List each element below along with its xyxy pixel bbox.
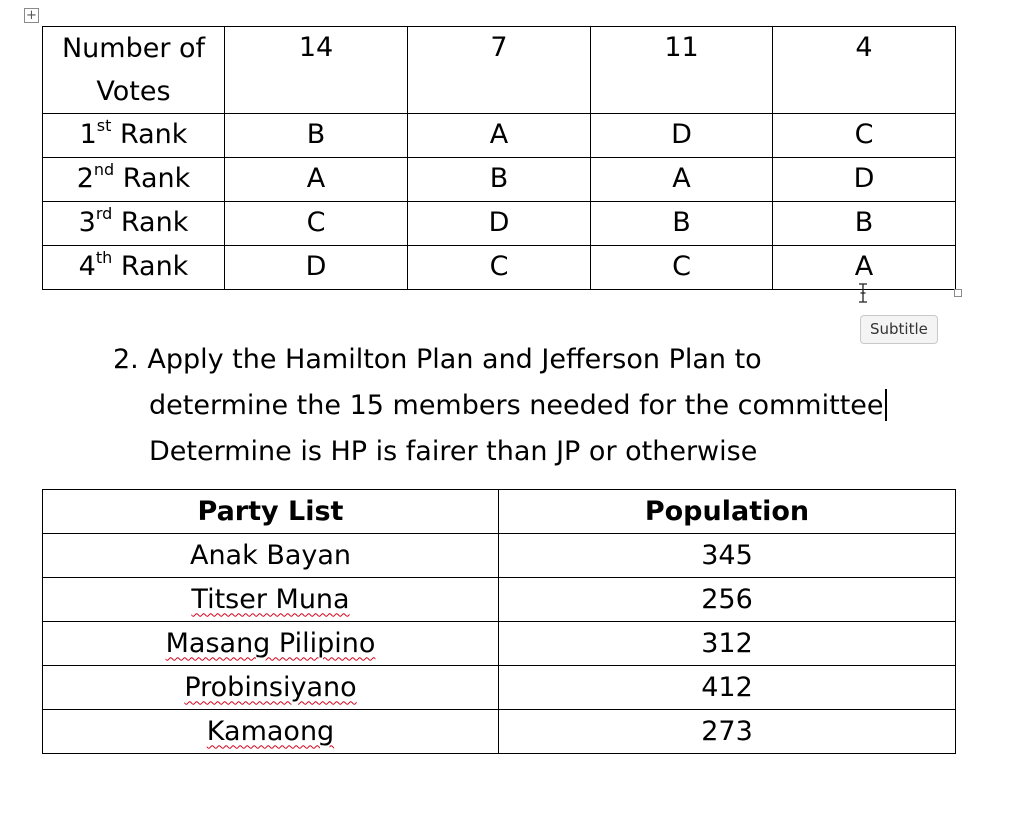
population-cell[interactable]: 312	[499, 622, 956, 666]
rank-cell[interactable]	[408, 158, 591, 202]
party-name: Kamaong	[206, 715, 335, 747]
table-resize-handle[interactable]	[954, 289, 962, 297]
rank-value: B	[854, 207, 874, 238]
rank-value: B	[306, 119, 326, 150]
question-line-2: determine the 15 members needed for the committee	[149, 390, 884, 421]
rank-cell[interactable]	[591, 114, 773, 158]
table-row	[43, 27, 956, 114]
question-line-3: Determine is HP is fairer than JP or otherwise	[149, 436, 758, 467]
rank-suffix: nd	[93, 160, 115, 179]
rank-cell[interactable]	[773, 158, 956, 202]
rank-value: C	[306, 207, 326, 238]
rank-cell[interactable]	[591, 246, 773, 290]
table-header-row	[43, 490, 956, 534]
rank-value: C	[672, 251, 691, 282]
rank-suffix: st	[96, 116, 112, 135]
rank-value: A	[306, 163, 326, 194]
rank-cell[interactable]	[773, 114, 956, 158]
rank-value: B	[672, 207, 691, 238]
table-row	[43, 114, 956, 158]
question-paragraph[interactable]	[113, 337, 887, 475]
rank-suffix: th	[95, 248, 113, 267]
votes-cell[interactable]	[591, 27, 773, 114]
text-cursor-icon	[857, 283, 869, 303]
table-row	[43, 246, 956, 290]
votes-value: 14	[298, 32, 334, 63]
rank-cell[interactable]	[408, 114, 591, 158]
ranking-table	[42, 26, 956, 290]
question-line-1: 2. Apply the Hamilton Plan and Jefferson Plan to	[113, 344, 762, 375]
party-name: Probinsiyano	[184, 671, 357, 703]
table-row	[43, 666, 956, 710]
rank-value: A	[489, 119, 509, 150]
table-row	[43, 622, 956, 666]
party-cell[interactable]	[43, 622, 499, 666]
question-line-2-wrap	[113, 383, 887, 429]
votes-cell[interactable]	[773, 27, 956, 114]
rank-label-cell[interactable]	[43, 114, 225, 158]
rank-cell[interactable]	[225, 246, 408, 290]
rank-cell[interactable]	[591, 202, 773, 246]
rank-value: C	[854, 119, 874, 150]
table-row	[43, 158, 956, 202]
party-cell[interactable]	[43, 578, 499, 622]
table-row	[43, 710, 956, 754]
text-insertion-caret	[885, 389, 887, 421]
rank-cell[interactable]	[225, 202, 408, 246]
table-row	[43, 202, 956, 246]
rank-cell[interactable]	[408, 246, 591, 290]
rank-number: 1	[79, 119, 97, 150]
party-cell[interactable]	[43, 710, 499, 754]
table-row	[43, 534, 956, 578]
votes-cell[interactable]	[225, 27, 408, 114]
population-cell[interactable]: 273	[499, 710, 956, 754]
party-cell[interactable]	[43, 666, 499, 710]
table-move-handle-icon[interactable]: +	[24, 8, 39, 23]
rank-cell[interactable]	[773, 202, 956, 246]
rank-value: A	[854, 251, 874, 282]
votes-value: 7	[490, 32, 508, 63]
rank-label-cell[interactable]	[43, 202, 225, 246]
votes-value: 11	[664, 32, 699, 63]
party-name: Anak Bayan	[189, 539, 352, 571]
header-party-list[interactable]: Party List	[43, 490, 499, 534]
rank-word: Rank	[119, 119, 188, 150]
rank-cell[interactable]	[591, 158, 773, 202]
rank-label-cell[interactable]	[43, 158, 225, 202]
rank-cell[interactable]	[225, 114, 408, 158]
rank-suffix: rd	[95, 204, 113, 223]
rank-label-cell[interactable]	[43, 246, 225, 290]
rank-number: 2	[76, 163, 94, 194]
party-cell[interactable]	[43, 534, 499, 578]
rank-number: 4	[78, 251, 96, 282]
table-row	[43, 578, 956, 622]
header-population[interactable]: Population	[499, 490, 956, 534]
votes-label-line1: Number of	[61, 33, 206, 64]
population-cell[interactable]: 345	[499, 534, 956, 578]
population-cell[interactable]: 256	[499, 578, 956, 622]
rank-cell[interactable]	[225, 158, 408, 202]
rank-word: Rank	[122, 163, 191, 194]
party-name: Titser Muna	[191, 583, 350, 615]
rank-value: B	[489, 163, 509, 194]
rank-word: Rank	[120, 207, 189, 238]
votes-label-cell[interactable]	[43, 27, 225, 114]
rank-value: D	[488, 207, 510, 238]
rank-value: A	[672, 163, 691, 194]
population-cell[interactable]: 412	[499, 666, 956, 710]
rank-value: D	[305, 251, 327, 282]
style-tooltip: Subtitle	[860, 315, 938, 344]
votes-label-line2: Votes	[96, 76, 171, 107]
rank-value: C	[489, 251, 509, 282]
rank-value: D	[671, 119, 692, 150]
rank-word: Rank	[120, 251, 189, 282]
party-table	[42, 489, 956, 754]
votes-cell[interactable]	[408, 27, 591, 114]
votes-value: 4	[855, 32, 873, 63]
rank-number: 3	[78, 207, 96, 238]
party-name: Masang Pilipino	[165, 627, 376, 659]
rank-value: D	[853, 163, 875, 194]
rank-cell[interactable]	[408, 202, 591, 246]
